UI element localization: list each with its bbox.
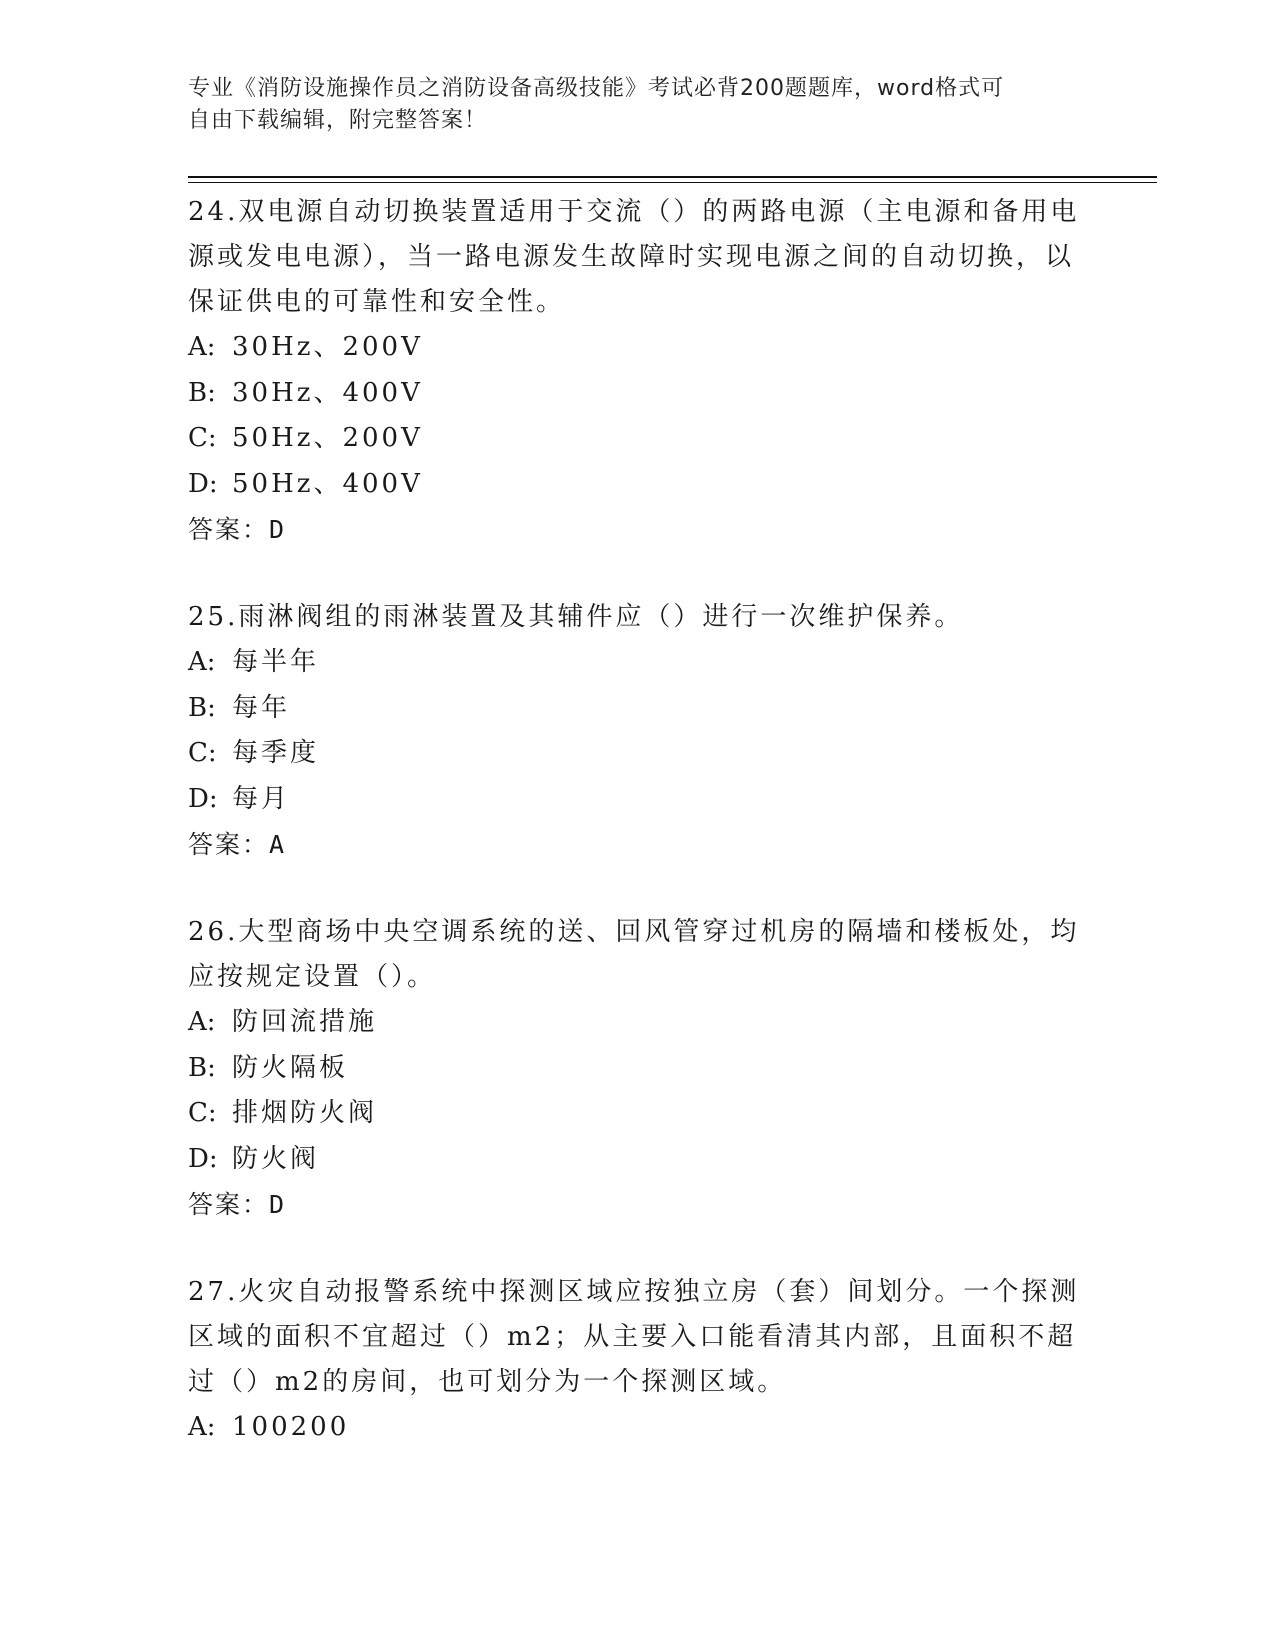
option-a xyxy=(188,640,1088,686)
option-label: B: xyxy=(188,1052,216,1083)
option-a xyxy=(188,325,1088,371)
question-25 xyxy=(188,595,1088,867)
option-text: 每半年 xyxy=(232,647,320,677)
option-d xyxy=(188,462,1088,508)
option-a xyxy=(188,1405,1088,1451)
answer-label: 答案： xyxy=(188,515,270,544)
option-label: D: xyxy=(188,468,218,499)
option-text: 每季度 xyxy=(232,738,320,768)
option-text: 50Hz、200V xyxy=(232,423,423,453)
option-text: 100200 xyxy=(232,1412,350,1442)
document-header xyxy=(188,73,1088,137)
question-stem: 25.雨淋阀组的雨淋装置及其辅件应（）进行一次维护保养。 xyxy=(188,602,964,632)
answer-line xyxy=(188,822,1088,867)
option-c xyxy=(188,731,1088,777)
answer-value: D xyxy=(269,1190,285,1219)
option-c xyxy=(188,416,1088,462)
option-label: C: xyxy=(188,423,217,453)
answer-line xyxy=(188,1182,1088,1227)
answer-label: 答案： xyxy=(188,1190,270,1219)
question-stem: 27.火灾自动报警系统中探测区域应按独立房（套）间划分。一个探测区域的面积不宜超过（）m2；从主要入口能看清其内部，且面积不超过（）m2的房间，也可划分为一个探测区域。 xyxy=(188,1277,1080,1397)
option-b xyxy=(188,371,1088,417)
option-text: 每月 xyxy=(232,783,291,814)
option-text: 50Hz、400V xyxy=(232,468,423,499)
header-line-2: 自由下载编辑，附完整答案！ xyxy=(188,108,488,133)
option-label: C: xyxy=(188,738,217,768)
option-label: B: xyxy=(188,377,216,408)
answer-line xyxy=(188,507,1088,552)
option-text: 30Hz、200V xyxy=(232,332,423,362)
option-label: A: xyxy=(188,647,216,677)
option-b xyxy=(188,686,1088,732)
option-label: C: xyxy=(188,1098,217,1128)
answer-value: A xyxy=(269,830,285,859)
question-26 xyxy=(188,910,1088,1227)
answer-label: 答案： xyxy=(188,830,270,859)
option-label: A: xyxy=(188,1007,216,1037)
option-text: 每年 xyxy=(232,692,291,723)
question-list xyxy=(188,190,1088,1494)
option-d xyxy=(188,1137,1088,1183)
option-label: B: xyxy=(188,692,216,723)
question-stem: 26.大型商场中央空调系统的送、回风管穿过机房的隔墙和楼板处，均应按规定设置（）。 xyxy=(188,917,1080,992)
option-d xyxy=(188,777,1088,823)
option-text: 30Hz、400V xyxy=(232,377,423,408)
question-stem: 24.双电源自动切换装置适用于交流（）的两路电源（主电源和备用电源或发电电源），当一路电源发生故障时实现电源之间的自动切换，以保证供电的可靠性和安全性。 xyxy=(188,197,1080,317)
option-label: D: xyxy=(188,1143,218,1174)
option-text: 防火隔板 xyxy=(232,1052,349,1083)
question-24 xyxy=(188,190,1088,552)
header-divider-thick xyxy=(188,176,1157,178)
option-label: A: xyxy=(188,332,216,362)
header-line-1: 专业《消防设施操作员之消防设备高级技能》考试必背200题题库，word格式可 xyxy=(188,76,1005,101)
option-label: A: xyxy=(188,1412,216,1442)
header-divider-thin xyxy=(188,182,1157,183)
option-text: 排烟防火阀 xyxy=(232,1098,378,1128)
option-c xyxy=(188,1091,1088,1137)
option-text: 防火阀 xyxy=(232,1143,320,1174)
option-a xyxy=(188,1000,1088,1046)
option-text: 防回流措施 xyxy=(232,1007,378,1037)
question-27 xyxy=(188,1270,1088,1451)
answer-value: D xyxy=(269,515,285,544)
option-b xyxy=(188,1046,1088,1092)
option-label: D: xyxy=(188,783,218,814)
